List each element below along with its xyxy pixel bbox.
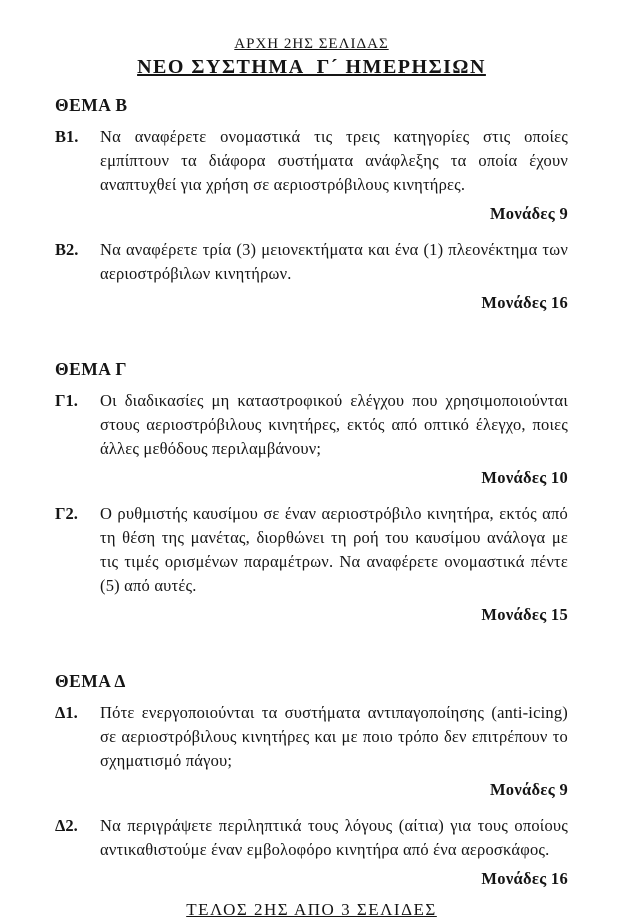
points-label: Μονάδες 15 <box>481 605 568 624</box>
question-number: Γ1. <box>55 391 78 410</box>
question-text: Πότε ενεργοποιούνται τα συστήματα αντιπαγοποίησης (anti-icing) σε αεριοστρόβιλους κινητήρες και με ποιο τρόπο δεν επιτρέπουν το σχηματισμό πάγου; <box>100 703 568 770</box>
question-text: Οι διαδικασίες μη καταστροφικού ελέγχου που χρησιμοποιούνται στους αεριοστρόβιλους κινητήρες, εκτός από οπτικό έλεγχο, ποιες άλλες μεθόδους περιλαμβάνουν; <box>100 391 568 458</box>
points-label: Μονάδες 16 <box>481 293 568 312</box>
page-footer: ΤΕΛΟΣ 2ΗΣ ΑΠΟ 3 ΣΕΛΙΔΕΣ <box>186 900 437 919</box>
points-label: Μονάδες 16 <box>481 869 568 888</box>
question-d2 <box>55 814 568 862</box>
points-label: Μονάδες 9 <box>489 780 568 799</box>
question-g1 <box>55 389 568 461</box>
question-text: Να αναφέρετε τρία (3) μειονεκτήματα και ένα (1) πλεονέκτημα των αεριοστρόβιλων κινητήρων. <box>100 240 568 283</box>
page-header <box>55 36 568 79</box>
question-number: Γ2. <box>55 504 78 523</box>
question-number: Δ1. <box>55 703 78 722</box>
question-b1 <box>55 125 568 197</box>
question-number: Β1. <box>55 127 79 146</box>
points-label: Μονάδες 9 <box>489 204 568 223</box>
section-thema-b <box>55 95 568 313</box>
section-title: ΘΕΜΑ Δ <box>55 671 126 691</box>
section-thema-d <box>55 671 568 889</box>
points-label: Μονάδες 10 <box>481 468 568 487</box>
page-header-line1: ΑΡΧΗ 2ΗΣ ΣΕΛΙΔΑΣ <box>234 36 389 52</box>
section-title: ΘΕΜΑ Β <box>55 95 128 115</box>
question-text: Να αναφέρετε ονομαστικά τις τρεις κατηγορίες στις οποίες εμπίπτουν τα διάφορα συστήματα ανάφλεξης τα οποία έχουν αναπτυχθεί για χρήση σε αεριοστρόβιλους κινητήρες. <box>100 127 568 194</box>
question-text: Ο ρυθμιστής καυσίμου σε έναν αεριοστρόβιλο κινητήρα, εκτός από τη θέση της μανέτας, διορθώνει τη ροή του καυσίμου ανάλογα με τις τιμές ορισμένων παραμέτρων. Να αναφέρετε ονομαστικά πέντε (5) από αυτές. <box>100 504 568 595</box>
question-g2 <box>55 502 568 598</box>
page-header-line2: ΝΕΟ ΣΥΣΤΗΜΑ Γ´ ΗΜΕΡΗΣΙΩΝ <box>137 56 486 78</box>
question-text: Να περιγράψετε περιληπτικά τους λόγους (αίτια) για τους οποίους αντικαθιστούμε έναν εμβολοφόρο κινητήρα από ένα αεροσκάφος. <box>100 816 568 859</box>
question-number: Δ2. <box>55 816 78 835</box>
question-d1 <box>55 701 568 773</box>
section-thema-g <box>55 359 568 625</box>
section-title: ΘΕΜΑ Γ <box>55 359 127 379</box>
question-b2 <box>55 238 568 286</box>
question-number: Β2. <box>55 240 79 259</box>
